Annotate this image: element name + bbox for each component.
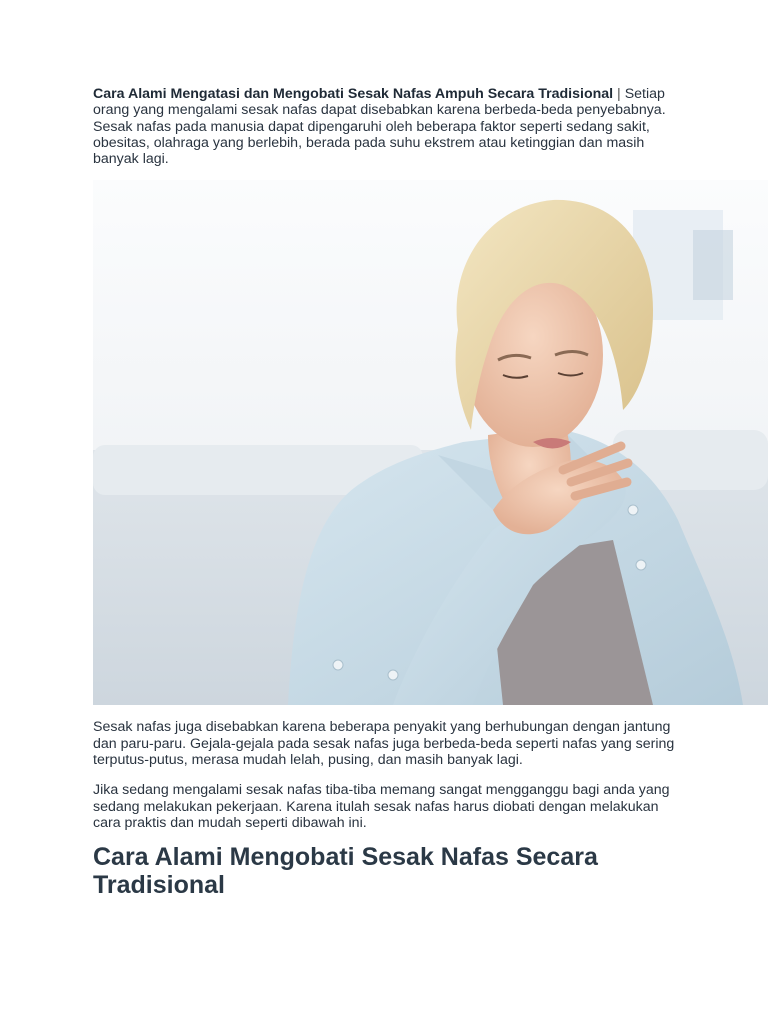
intro-separator: | — [613, 86, 625, 102]
woman-chest-pain-illustration — [93, 180, 768, 705]
body-paragraph-1: Sesak nafas juga disebabkan karena beberapa penyakit yang berhubungan dengan jantung dan paru-paru. Gejala-gejala pada sesak nafas juga berbeda-beda seperti nafas yang sering terputus-putus, merasa mudah lelah, pusing, dan masih banyak lagi. — [93, 719, 675, 769]
intro-lead-title: Cara Alami Mengatasi dan Mengobati Sesak Nafas Ampuh Secara Tradisional — [93, 86, 614, 102]
article-photo — [93, 180, 768, 705]
intro-text: Setiap orang yang mengalami sesak nafas dapat disebabkan karena berbeda-beda penyebabnya. Sesak nafas pada manusia dapat dipengaruhi oleh beberapa faktor seperti sedang sakit, obesitas, olahraga yang berlebih, berada pada suhu ekstrem atau ketinggian dan masih banyak lagi. — [93, 86, 666, 168]
body-paragraph-2: Jika sedang mengalami sesak nafas tiba-tiba memang sangat mengganggu bagi anda yang sedang melakukan pekerjaan. Karena itulah sesak nafas harus diobati dengan melakukan cara praktis dan mudah seperti dibawah ini. — [93, 782, 670, 831]
section-heading: Cara Alami Mengobati Sesak Nafas Secara Tradisional — [93, 843, 598, 900]
intro-paragraph — [93, 86, 678, 167]
article — [93, 86, 768, 899]
